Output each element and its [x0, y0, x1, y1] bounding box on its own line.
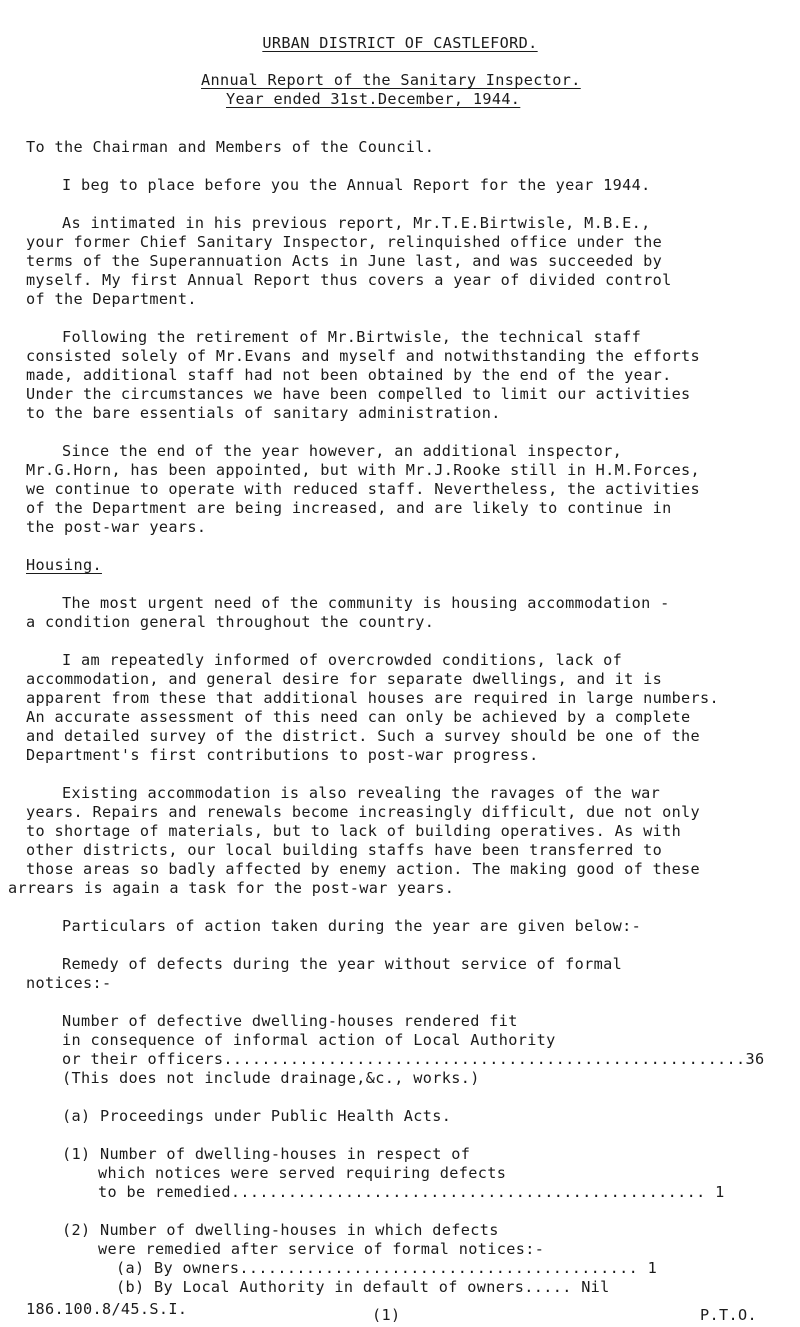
district-heading: URBAN DISTRICT OF CASTLEFORD.: [262, 34, 538, 52]
proceedings-item2-line: were remedied after service of formal notices:-: [98, 1240, 545, 1258]
intro-p2-line: As intimated in his previous report, Mr.T.E.Birtwisle, M.B.E.,: [62, 214, 651, 232]
document-reference: 186.100.8/45.S.I.: [26, 1300, 188, 1318]
housing-p2-line: apparent from these that additional houses are required in large numbers.: [26, 689, 720, 707]
proceedings-item2-line: (a) By owners.......................................... 1: [116, 1259, 658, 1277]
intro-p2-line: your former Chief Sanitary Inspector, relinquished office under the: [26, 233, 663, 251]
intro-p4-line: of the Department are being increased, and are likely to continue in: [26, 499, 672, 517]
intro-p3-line: Under the circumstances we have been compelled to limit our activities: [26, 385, 691, 403]
remedy-item-line: in consequence of informal action of Local Authority: [62, 1031, 556, 1049]
housing-p2-line: accommodation, and general desire for separate dwellings, and it is: [26, 670, 663, 688]
proceedings-item1-line: to be remedied.................................................. 1: [98, 1183, 725, 1201]
housing-p2-line: and detailed survey of the district. Such a survey should be one of the: [26, 727, 701, 745]
housing-p3-line: to shortage of materials, but to lack of building operatives. As with: [26, 822, 682, 840]
remedy-item-line: Number of defective dwelling-houses rendered fit: [62, 1012, 518, 1030]
intro-p3-line: consisted solely of Mr.Evans and myself and notwithstanding the efforts: [26, 347, 701, 365]
housing-p3-line: Existing accommodation is also revealing the ravages of the war: [62, 784, 661, 802]
housing-p2-line: An accurate assessment of this need can only be achieved by a complete: [26, 708, 691, 726]
intro-p3-line: to the bare essentials of sanitary administration.: [26, 404, 501, 422]
housing-p2-line: I am repeatedly informed of overcrowded conditions, lack of: [62, 651, 623, 669]
proceedings-item1-line: which notices were served requiring defects: [98, 1164, 507, 1182]
intro-p2-line: terms of the Superannuation Acts in June last, and was succeeded by: [26, 252, 663, 270]
remedy-heading-line: Remedy of defects during the year without service of formal: [62, 955, 623, 973]
remedy-heading-line: notices:-: [26, 974, 112, 992]
salutation: To the Chairman and Members of the Council.: [26, 138, 435, 156]
intro-p2-line: of the Department.: [26, 290, 197, 308]
intro-p4-line: the post-war years.: [26, 518, 207, 536]
housing-p2-line: Department's first contributions to post-war progress.: [26, 746, 539, 764]
page-number: (1): [372, 1306, 401, 1324]
housing-p3-line: years. Repairs and renewals become increasingly difficult, due not only: [26, 803, 701, 821]
housing-heading: Housing.: [26, 556, 102, 574]
intro-p1-line: I beg to place before you the Annual Report for the year 1944.: [62, 176, 651, 194]
report-period: Year ended 31st.December, 1944.: [226, 90, 521, 108]
proceedings-item1-line: (1) Number of dwelling-houses in respect of: [62, 1145, 471, 1163]
intro-p3-line: made, additional staff had not been obtained by the end of the year.: [26, 366, 672, 384]
housing-p3-line: other districts, our local building staffs have been transferred to: [26, 841, 663, 859]
intro-p4-line: Since the end of the year however, an additional inspector,: [62, 442, 623, 460]
please-turn-over: P.T.O.: [700, 1306, 757, 1324]
particulars-line: Particulars of action taken during the year are given below:-: [62, 917, 642, 935]
intro-p3-line: Following the retirement of Mr.Birtwisle, the technical staff: [62, 328, 642, 346]
remedy-item-line: (This does not include drainage,&c., works.): [62, 1069, 480, 1087]
housing-p3-line: those areas so badly affected by enemy action. The making good of these: [26, 860, 701, 878]
housing-p1-line: a condition general throughout the country.: [26, 613, 435, 631]
intro-p4-line: Mr.G.Horn, has been appointed, but with Mr.J.Rooke still in H.M.Forces,: [26, 461, 701, 479]
proceedings-item2-line: (b) By Local Authority in default of owners..... Nil: [116, 1278, 610, 1296]
proceedings-item2-line: (2) Number of dwelling-houses in which defects: [62, 1221, 499, 1239]
intro-p4-line: we continue to operate with reduced staff. Nevertheless, the activities: [26, 480, 701, 498]
report-title: Annual Report of the Sanitary Inspector.: [201, 71, 581, 89]
proceedings-heading: (a) Proceedings under Public Health Acts.: [62, 1107, 452, 1125]
intro-p2-line: myself. My first Annual Report thus covers a year of divided control: [26, 271, 672, 289]
housing-p3-line: arrears is again a task for the post-war years.: [8, 879, 455, 897]
remedy-item-line: or their officers.......................................................36: [62, 1050, 765, 1068]
housing-p1-line: The most urgent need of the community is housing accommodation -: [62, 594, 670, 612]
